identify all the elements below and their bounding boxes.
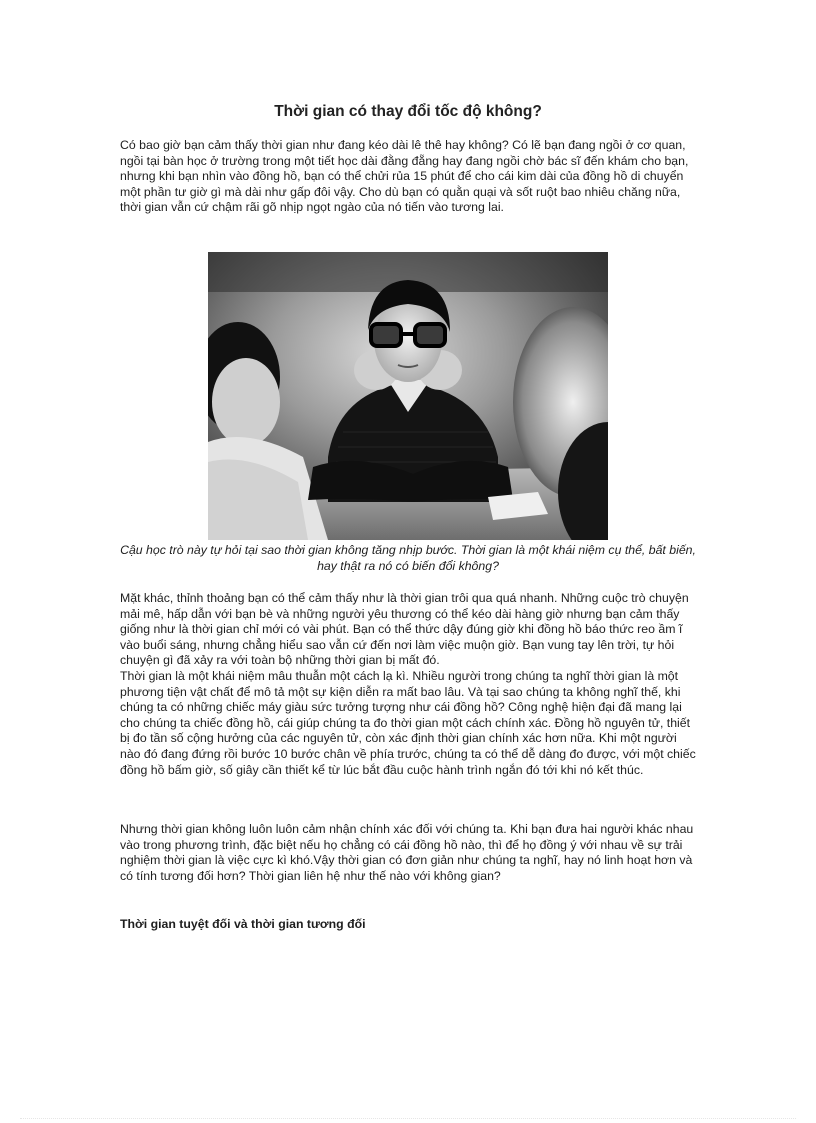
section-subheading: Thời gian tuyệt đối và thời gian tương đối — [120, 917, 366, 931]
page-bottom-divider — [20, 1118, 796, 1119]
boy-with-glasses-photo — [208, 252, 608, 540]
paragraph-time-concept: Thời gian là một khái niệm mâu thuẫn một cách lạ kì. Nhiều người trong chúng ta nghĩ thời gian là một phương tiện vật chất để mô tả một sự kiện diễn ra mất bao lâu. Và tại sao chúng ta không nghĩ thế, khi chúng ta có những chiếc máy giàu sức tưởng tượng như cái đồng hồ? Công nghệ hiện đại đã mang lại cho chúng ta chiếc đồng hồ, cái giúp chúng ta đo thời gian một cách chính xác. Đồng hồ nguyên tử, thiết bị đo tần số cộng hưởng của các nguyên tử, còn xác định thời gian chính xác hơn nữa. Khi một người nào đó đang đứng rồi bước 10 bước chân về phía trước, chúng ta có thể dễ dàng đo được, với một chiếc đồng hồ bấm giờ, số giây cần thiết kể từ lúc bắt đầu cuộc hành trình ngắn đó tới khi nó kết thúc. — [120, 668, 696, 777]
paragraph-time-flies: Mặt khác, thỉnh thoảng bạn có thể cảm thấy như là thời gian trôi qua quá nhanh. Những cuộc trò chuyện mải mê, hấp dẫn với bạn bè và những người yêu thương có thể kéo dài hàng giờ nhưng bạn cảm thấy giống như là thời gian chỉ mới có vài phút. Bạn có thể thức dậy đúng giờ khi đồng hồ báo thức reo ầm ĩ vào buổi sáng, nhưng chẳng hiểu sao vẫn cứ đến nơi làm việc muộn giờ. Bạn vung tay lên trời, tự hỏi chuyện gì đã xảy ra với toàn bộ những thời gian bị mất đó. — [120, 591, 689, 668]
photo-caption: Cậu học trò này tự hỏi tại sao thời gian không tăng nhịp bước. Thời gian là một khái niệm cụ thể, bất biến, hay thật ra nó có biến đổi không? — [120, 543, 696, 573]
page-title: Thời gian có thay đổi tốc độ không? — [274, 103, 542, 120]
paragraph-intro: Có bao giờ bạn cảm thấy thời gian như đang kéo dài lê thê hay không? Có lẽ bạn đang ngồi ở cơ quan, ngồi tại bàn học ở trường trong một tiết học dài đằng đẵng hay đang ngồi chờ bác sĩ đến khám cho bạn, nhưng khi bạn nhìn vào đồng hồ, bạn có thể chửi rủa 15 phút để cho cái kim dài của đồng hồ di chuyển một phần tư giờ gì mà dài như gấp đôi vậy. Cho dù bạn có quằn quại và sốt ruột bao nhiêu chăng nữa, thời gian vẫn cứ chậm rãi gõ nhịp ngọt ngào của nó tiến vào tương lai. — [120, 138, 689, 215]
paragraph-block-2 — [120, 591, 698, 778]
paragraph-perception: Nhưng thời gian không luôn luôn cảm nhận chính xác đối với chúng ta. Khi bạn đưa hai người khác nhau vào trong phương trình, đặc biệt nếu họ chẳng có cái đồng hồ nào, thì để họ đồng ý với nhau về sự trải nghiệm thời gian là việc cực kì khó.Vậy thời gian có đơn giản như chúng ta nghĩ, hay nó linh hoạt hơn và có tính tương đối hơn? Thời gian liên hệ như thế nào với không gian? — [120, 822, 694, 883]
photo-illustration — [208, 252, 608, 540]
